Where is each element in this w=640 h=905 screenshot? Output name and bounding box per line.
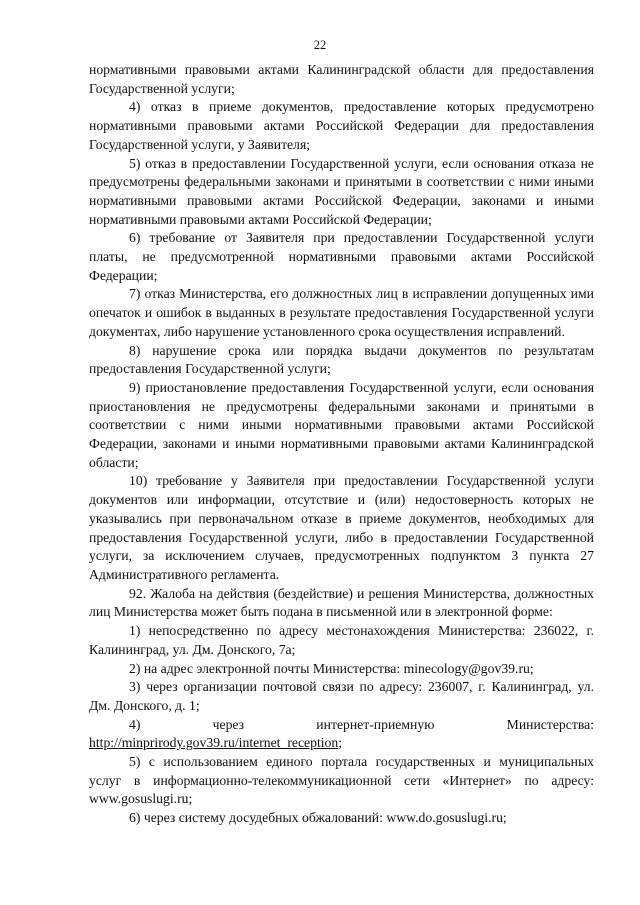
paragraph: 1) непосредственно по адресу местонахождения Министерства: 236022, г. Калининград, ул. Дм. Донского, 7а; [89,623,594,657]
paragraph: 10) требование у Заявителя при предоставлении Государственной услуги документов или информации, отсутствие и (или) недостоверность которых не указывались при первоначальном отказе в приеме документов, необходимых для предоставления Государственной услуги, либо в предоставлении Государственной услуги, за исключением случаев, предусмотренных подпунктом 3 пункта 27 Административного регламента. [89,473,594,582]
paragraph: 4) отказ в приеме документов, предоставление которых предусмотрено нормативными правовыми актами Российской Федерации для предоставления Государственной услуги, у Заявителя; [89,99,594,152]
paragraph: 92. Жалоба на действия (бездействие) и решения Министерства, должностных лиц Министерства может быть подана в письменной или в электронной форме: [89,585,594,620]
internet-reception-link[interactable]: http://minprirody.gov39.ru/internet_reception [89,735,339,751]
paragraph: 3) через организации почтовой связи по адресу: 236007, г. Калининград, ул. Дм. Донского, д. 1; [89,679,594,713]
paragraph: 5) с использованием единого портала государственных и муниципальных услуг в информационно-телекоммуникационной сети «Интернет» по адресу: www.gosuslugi.ru; [89,754,594,807]
paragraph-internet-reception [89,716,594,753]
paragraph: 2) на адрес электронной почты Министерства: minecology@gov39.ru; [129,660,534,676]
paragraph: 6) требование от Заявителя при предоставлении Государственной услуги платы, не предусмотренной нормативными правовыми актами Российской Федерации; [89,230,594,283]
paragraph: нормативными правовыми актами Калининградской области для предоставления Государственной услуги; [89,62,594,96]
page-number: 22 [313,38,327,52]
paragraph: 7) отказ Министерства, его должностных лиц в исправлении допущенных ими опечаток и ошибок в выданных в результате предоставления Государственной услуги документах, либо нарушение установленного срока осуществления исправлений. [89,286,594,339]
paragraph: 8) нарушение срока или порядка выдачи документов по результатам предоставления Государственной услуги; [89,342,594,377]
document-body [89,61,594,828]
item4-suffix: ; [338,735,343,751]
paragraph: 6) через систему досудебных обжалований: www.do.gosuslugi.ru; [129,810,507,826]
item4-prefix: 4) через интернет-приемную Министерства: [129,716,594,732]
paragraph: 9) приостановление предоставления Государственной услуги, если основания приостановления не предусмотрены федеральными законами и принятыми в соответствии с ними иными нормативными правовыми актами Российской Федерации, законами и иными нормативными правовыми актами Калининградской области; [89,379,594,470]
paragraph: 5) отказ в предоставлении Государственной услуги, если основания отказа не предусмотрены федеральными законами и принятыми в соответствии с ними иными нормативными правовыми актами Российской Федерации, законами и иными нормативными правовыми актами Российской Федерации; [89,155,594,227]
